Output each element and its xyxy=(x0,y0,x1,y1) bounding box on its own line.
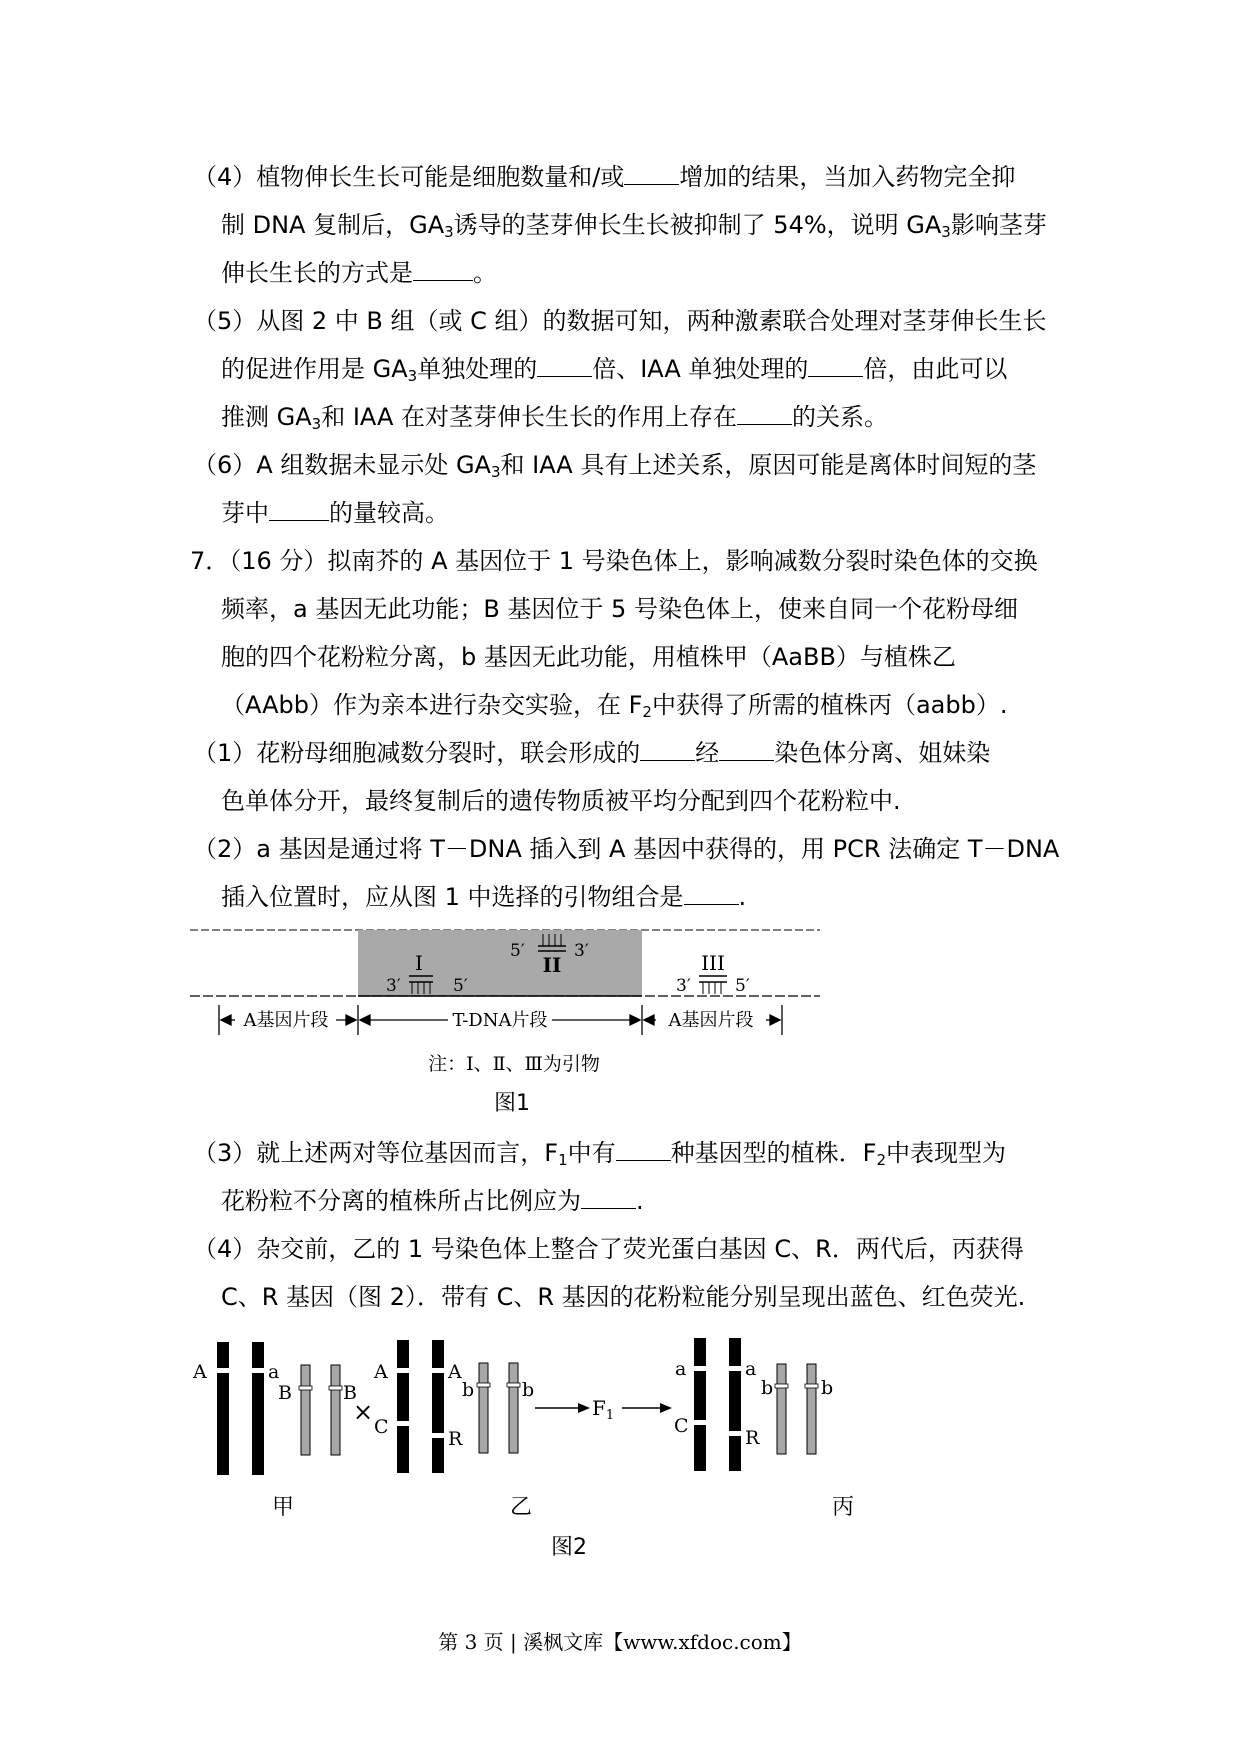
cross-symbol: × xyxy=(353,1398,374,1426)
subscript: 3 xyxy=(311,415,322,433)
primer-2-3end: 3′ xyxy=(574,941,589,961)
p1-line2 xyxy=(221,786,901,816)
primer-3-5end: 5′ xyxy=(735,976,750,996)
allele-B: B xyxy=(343,1382,357,1404)
plant-label-bing: 丙 xyxy=(832,1495,855,1520)
chromosome-5b xyxy=(331,1365,340,1455)
chromosome-5a xyxy=(479,1363,488,1453)
text: 制 DNA 复制后，GA xyxy=(221,211,445,239)
gene-marker xyxy=(805,1384,818,1388)
text: 7．（16 分）拟南芥的 A 基因位于 1 号染色体上，影响减数分裂时染色体的交换 xyxy=(190,547,1038,575)
p3-line2 xyxy=(221,1186,644,1216)
gene-marker xyxy=(395,1368,411,1373)
text: 和 IAA 具有上述关系，原因可能是离体时间短的茎 xyxy=(500,451,1037,479)
text: （2）a 基因是通过将 T－DNA 插入到 A 基因中获得的，用 PCR 法确定 T－DNA xyxy=(193,835,1060,863)
primer-1-5end: 5′ xyxy=(453,976,468,996)
answer-blank[interactable] xyxy=(719,738,774,761)
gene-R: R xyxy=(448,1428,463,1450)
text: （4）植物伸长生长可能是细胞数量和/或 xyxy=(193,163,625,191)
text: 芽中 xyxy=(221,499,269,527)
gene-marker xyxy=(250,1368,266,1373)
gene-marker xyxy=(692,1420,708,1425)
subscript: 3 xyxy=(941,223,951,241)
allele-b: b xyxy=(462,1379,475,1401)
text: 中表现型为 xyxy=(885,1139,1006,1167)
answer-blank[interactable] xyxy=(413,258,473,281)
gene-R: R xyxy=(745,1427,760,1449)
text: 和 IAA 在对茎芽伸长生长的作用上存在 xyxy=(321,403,738,431)
text: 影响茎芽 xyxy=(950,211,1047,239)
gene-marker xyxy=(507,1383,520,1387)
text: 增加的结果，当加入药物完全抑 xyxy=(679,163,1016,191)
text: （6）A 组数据未显示处 GA xyxy=(193,451,491,479)
allele-a: a xyxy=(268,1361,280,1383)
p4-line1 xyxy=(193,1234,1024,1264)
text: （5）从图 2 中 B 组（或 C 组）的数据可知，两种激素联合处理对茎芽伸长生长 xyxy=(193,307,1047,335)
text: （AAbb）作为亲本进行杂交实验，在 F xyxy=(221,691,643,719)
gene-marker xyxy=(215,1368,231,1373)
subscript: 2 xyxy=(876,1151,886,1169)
answer-blank[interactable] xyxy=(624,162,679,185)
primer-2-label: II xyxy=(542,953,562,977)
p2-line2 xyxy=(221,882,746,912)
text: （3）就上述两对等位基因而言，F xyxy=(193,1139,559,1167)
segment-label-left: A基因片段 xyxy=(243,1010,329,1031)
subscript: 1 xyxy=(558,1151,568,1169)
chromosome-5a xyxy=(777,1364,786,1454)
gene-C: C xyxy=(374,1416,389,1438)
primer-2-5end: 5′ xyxy=(510,941,525,961)
q4-line3 xyxy=(221,258,497,288)
primer-1-label: I xyxy=(415,951,423,975)
plant-label-yi: 乙 xyxy=(510,1495,533,1520)
primer-3-label: III xyxy=(701,951,725,975)
gene-marker xyxy=(430,1368,446,1373)
text: 经 xyxy=(695,739,720,767)
q6-line2 xyxy=(221,498,449,528)
text: . xyxy=(738,883,747,911)
text: 倍、IAA 单独处理的 xyxy=(592,355,809,383)
primer-1-3end: 3′ xyxy=(386,976,401,996)
subscript: 3 xyxy=(490,463,501,481)
allele-A: A xyxy=(193,1361,207,1383)
gene-marker xyxy=(395,1421,411,1426)
text: 中获得了所需的植株丙（aabb）. xyxy=(651,691,1008,719)
gene-marker xyxy=(727,1431,743,1436)
text: 染色体分离、姐妹染 xyxy=(774,739,991,767)
chromosomes-jia xyxy=(192,1342,357,1475)
gene-marker xyxy=(775,1384,788,1388)
primer-3 xyxy=(676,951,750,996)
text: 色单体分开，最终复制后的遗传物质被平均分配到四个花粉粒中. xyxy=(221,787,901,815)
arrow-to-f1 xyxy=(535,1396,672,1423)
text: . xyxy=(636,1187,644,1215)
gene-marker xyxy=(329,1386,342,1390)
text: 花粉粒不分离的植株所占比例应为 xyxy=(221,1187,581,1215)
allele-B: B xyxy=(278,1382,292,1404)
allele-b: b xyxy=(761,1377,774,1399)
q7-line4 xyxy=(221,690,1007,720)
gene-marker xyxy=(477,1383,490,1387)
chromosomes-bing xyxy=(674,1338,833,1471)
text: 诱导的茎芽伸长生长被抑制了 54%，说明 GA xyxy=(453,211,942,239)
text: 的关系。 xyxy=(792,403,889,431)
text: 种基因型的植株．F xyxy=(670,1139,877,1167)
chromosome-5b xyxy=(509,1363,518,1453)
chromosome-1a xyxy=(694,1338,706,1471)
gene-marker xyxy=(299,1386,312,1390)
primer-3-3end: 3′ xyxy=(676,976,691,996)
figure-2 xyxy=(180,1325,940,1485)
chromosome-5b xyxy=(807,1364,816,1454)
answer-blank[interactable] xyxy=(640,738,695,761)
subscript: 3 xyxy=(407,367,418,385)
text: 胞的四个花粉粒分离，b 基因无此功能，用植株甲（AaBB）与植株乙 xyxy=(221,643,956,671)
allele-A: A xyxy=(374,1361,388,1383)
gene-marker xyxy=(692,1366,708,1371)
answer-blank[interactable] xyxy=(808,354,863,377)
text: 中有 xyxy=(567,1139,616,1167)
q5-line3 xyxy=(221,402,888,432)
gene-marker xyxy=(430,1433,446,1438)
answer-blank[interactable] xyxy=(737,402,792,425)
text: C、R 基因（图 2）．带有 C、R 基因的花粉粒能分别呈现出蓝色、红色荧光. xyxy=(221,1283,1026,1311)
text: 插入位置时，应从图 1 中选择的引物组合是 xyxy=(221,883,684,911)
answer-blank[interactable] xyxy=(616,1138,671,1161)
answer-blank[interactable] xyxy=(269,498,329,521)
text: （1）花粉母细胞减数分裂时，联会形成的 xyxy=(193,739,641,767)
p4-line2 xyxy=(221,1282,1025,1312)
segment-label-tdna: T-DNA片段 xyxy=(452,1010,548,1031)
allele-b: b xyxy=(522,1379,535,1401)
p3-line1 xyxy=(193,1138,1006,1168)
figure-2-caption: 图2 xyxy=(551,1535,587,1560)
allele-a: a xyxy=(745,1358,757,1380)
figure-1-note: 注：Ⅰ、Ⅱ、Ⅲ为引物 xyxy=(428,1053,600,1075)
text: 的促进作用是 GA xyxy=(221,355,408,383)
answer-blank[interactable] xyxy=(537,354,592,377)
q5-line1 xyxy=(193,306,1047,336)
text: 单独处理的 xyxy=(417,355,538,383)
text: 倍，由此可以 xyxy=(863,355,1008,383)
chromosomes-yi xyxy=(373,1340,534,1473)
text: 。 xyxy=(473,259,497,287)
chromosome-1b xyxy=(729,1338,741,1471)
allele-A: A xyxy=(448,1361,462,1383)
f1-label: $F_1$ xyxy=(592,1396,615,1423)
p1-line1 xyxy=(193,738,990,768)
page-footer: 第 3 页 | 溪枫文库【www.xfdoc.com】 xyxy=(438,1630,802,1654)
figure-1 xyxy=(190,925,830,1095)
chromosome-1a xyxy=(397,1340,409,1473)
q4-line1 xyxy=(193,162,1015,192)
figure-1-caption: 图1 xyxy=(494,1091,530,1116)
allele-b: b xyxy=(821,1377,834,1399)
chromosome-5a xyxy=(301,1365,310,1455)
q7-line1 xyxy=(190,546,1038,576)
chromosome-1b xyxy=(432,1340,444,1473)
segment-label-right: A基因片段 xyxy=(668,1010,754,1031)
q6-line1 xyxy=(193,450,1036,480)
text: 推测 GA xyxy=(221,403,312,431)
q7-line3 xyxy=(221,642,956,672)
chromosome-1a xyxy=(217,1342,229,1475)
q5-line2 xyxy=(221,354,1007,384)
gene-C: C xyxy=(674,1415,689,1437)
text: （4）杂交前，乙的 1 号染色体上整合了荧光蛋白基因 C、R．两代后，丙获得 xyxy=(193,1235,1024,1263)
answer-blank[interactable] xyxy=(581,1186,636,1209)
plant-label-jia: 甲 xyxy=(272,1495,295,1520)
subscript: 3 xyxy=(444,223,454,241)
allele-a: a xyxy=(675,1358,687,1380)
q7-line2 xyxy=(221,594,1018,624)
gene-marker xyxy=(727,1366,743,1371)
p2-line1 xyxy=(193,834,1059,864)
answer-blank[interactable] xyxy=(684,882,739,905)
text: 频率，a 基因无此功能；B 基因位于 5 号染色体上，使来自同一个花粉母细 xyxy=(221,595,1018,623)
subscript: 2 xyxy=(642,703,652,721)
chromosome-1b xyxy=(252,1342,264,1475)
text: 的量较高。 xyxy=(329,499,449,527)
text: 伸长生长的方式是 xyxy=(221,259,413,287)
q4-line2 xyxy=(221,210,1047,240)
